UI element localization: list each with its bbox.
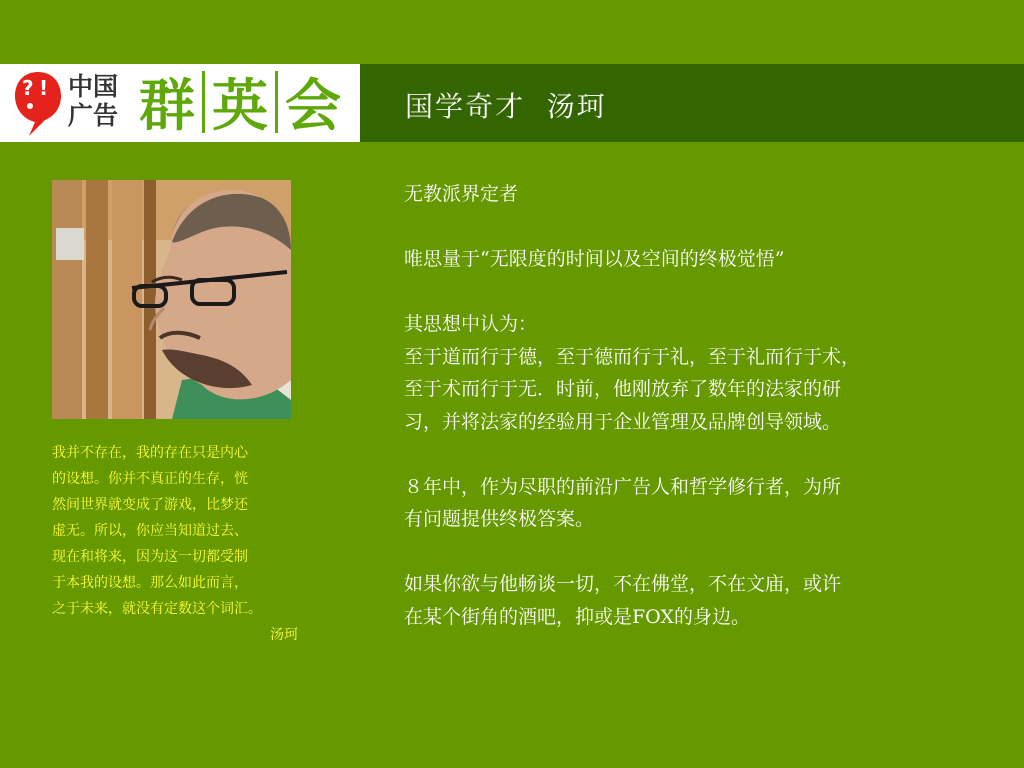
body-paragraph-3-line: 习，并将法家的经验用于企业管理及品牌创导领域。 bbox=[404, 410, 842, 433]
body-paragraph-1: 无教派界定者 bbox=[404, 183, 519, 205]
logo-char-3: 会 bbox=[285, 74, 341, 139]
quote-line: 现在和将来，因为这一切都受制 bbox=[52, 549, 248, 565]
body-paragraph-3-line: 其思想中认为： bbox=[404, 313, 538, 335]
logo-char-1: 群 bbox=[139, 74, 195, 139]
quote-line: 之于未来，就没有定数这个词汇。 bbox=[52, 601, 262, 617]
logo-text-big bbox=[132, 67, 348, 137]
logo-small-line1: 中国 bbox=[68, 72, 119, 101]
quote-line: 然间世界就变成了游戏，比梦还 bbox=[52, 497, 248, 513]
portrait-photo bbox=[52, 180, 291, 419]
quote-line: 于本我的设想。那么如此而言， bbox=[52, 575, 248, 591]
body-paragraph-5-line: 如果你欲与他畅谈一切，不在佛堂，不在文庙，或许 bbox=[404, 573, 842, 595]
body-paragraph-5-line: 在某个街角的酒吧，抑或是FOX的身边。 bbox=[404, 605, 750, 628]
paragraph-gap bbox=[404, 276, 964, 309]
svg-text:!: ! bbox=[39, 76, 49, 100]
paragraph-gap bbox=[404, 438, 964, 471]
quote-line: 的设想。你并不真正的生存，恍 bbox=[52, 471, 248, 487]
body-text bbox=[404, 178, 964, 633]
portrait-illustration bbox=[52, 180, 291, 419]
quote-line: 我并不存在，我的存在只是内心 bbox=[52, 445, 248, 461]
quote-block bbox=[52, 440, 302, 648]
body-paragraph-4-line: 有问题提供终极答案。 bbox=[404, 508, 595, 530]
body-paragraph-4-line: ８年中，作为尽职的前沿广告人和哲学修行者，为所 bbox=[404, 475, 842, 498]
body-paragraph-2: 唯思量于“无限度的时间以及空间的终极觉悟” bbox=[404, 248, 785, 270]
logo-small-line2: 广告 bbox=[68, 101, 119, 130]
speech-balloon-icon bbox=[13, 70, 63, 138]
quote-author: 汤珂 bbox=[270, 627, 298, 643]
svg-text:?: ? bbox=[22, 76, 34, 100]
logo-text-small bbox=[68, 72, 124, 130]
paragraph-gap bbox=[404, 211, 964, 244]
quote-line: 虚无。所以，你应当知道过去、 bbox=[52, 523, 248, 539]
page-title: 国学奇才 汤珂 bbox=[405, 90, 607, 123]
body-paragraph-3-line: 至于术而行于无．时前，他刚放弃了数年的法家的研 bbox=[404, 378, 842, 400]
logo-char-2: 英 bbox=[212, 74, 268, 139]
paragraph-gap bbox=[404, 536, 964, 569]
body-paragraph-3-line: 至于道而行于德，至于德而行于礼，至于礼而行于术， bbox=[404, 345, 861, 368]
